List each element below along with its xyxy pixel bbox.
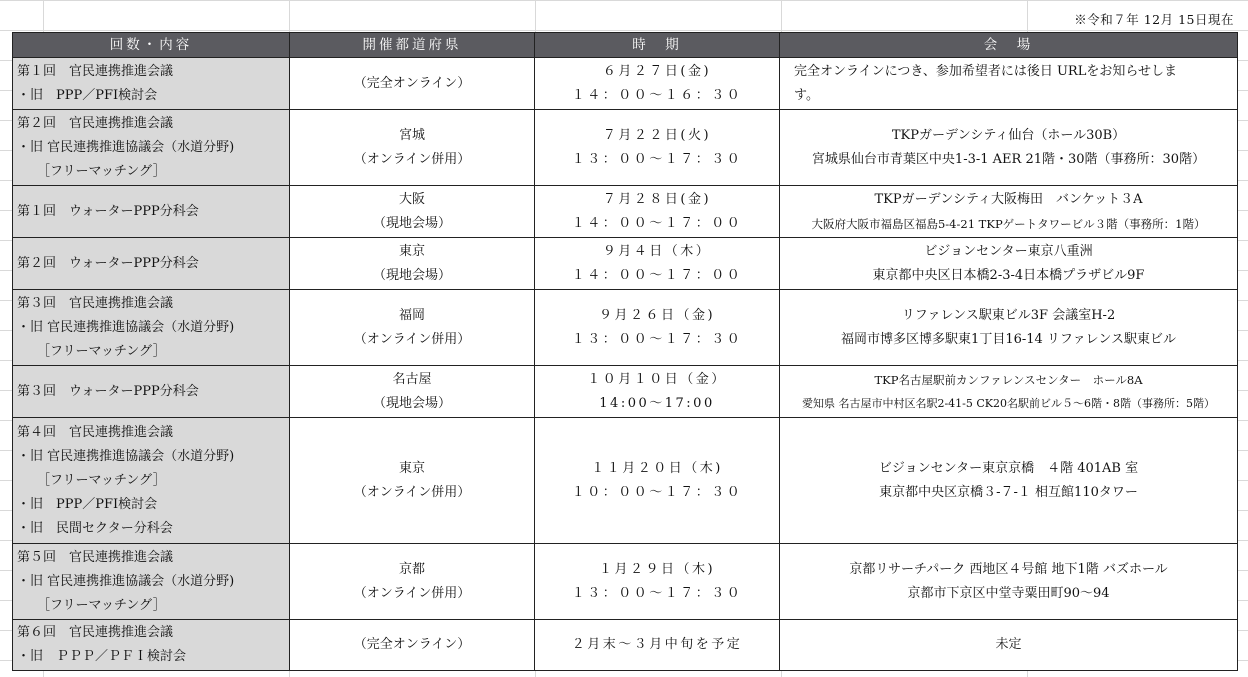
prefecture-note: （オンライン併用） bbox=[353, 484, 471, 500]
content-line: ・旧 ＰＰＰ／ＰＦＩ検討会 bbox=[17, 649, 187, 664]
cell-period bbox=[535, 544, 780, 620]
cell-content bbox=[13, 186, 290, 238]
header-content: 回数・内容 bbox=[13, 33, 290, 58]
prefecture-note: （現地会場） bbox=[372, 267, 451, 283]
prefecture-text: 宮城 bbox=[398, 127, 425, 143]
cell-venue bbox=[780, 110, 1238, 186]
cell-prefecture bbox=[290, 238, 535, 290]
period-date: ６月２７日(金) bbox=[602, 63, 712, 79]
cell-content bbox=[13, 418, 290, 544]
content-line: 第２回 官民連携推進会議 bbox=[17, 115, 174, 131]
cell-prefecture bbox=[290, 290, 535, 366]
table-row bbox=[13, 58, 1238, 110]
prefecture-note: （オンライン併用） bbox=[353, 585, 471, 601]
period-date: １０月１０日（金） bbox=[587, 371, 727, 387]
period-date: ９月２６日（金) bbox=[598, 307, 716, 323]
content-line: ・旧 官民連携推進協議会（水道分野) bbox=[17, 319, 235, 335]
prefecture-note: （オンライン併用） bbox=[353, 331, 471, 347]
cell-content bbox=[13, 544, 290, 620]
header-prefecture: 開催都道府県 bbox=[290, 33, 535, 58]
table-row bbox=[13, 290, 1238, 366]
prefecture-text: （完全オンライン） bbox=[353, 75, 471, 91]
cell-venue bbox=[780, 290, 1238, 366]
prefecture-text: 福岡 bbox=[398, 307, 425, 323]
content-line: ・旧 民間セクター分科会 bbox=[17, 520, 173, 536]
venue-line: ビジョンセンター東京八重洲 bbox=[924, 243, 1093, 259]
cell-venue bbox=[780, 238, 1238, 290]
table-row bbox=[13, 620, 1238, 671]
cell-content bbox=[13, 58, 290, 110]
venue-line: す。 bbox=[794, 87, 819, 103]
cell-content bbox=[13, 366, 290, 418]
venue-line: TKPガーデンシティ仙台（ホール30B） bbox=[891, 127, 1126, 143]
content-line: ［フリーマッチング］ bbox=[37, 163, 166, 179]
period-date: ９月４日（木） bbox=[602, 243, 712, 259]
as-of-date: ※令和７年 12月 15日現在 bbox=[1074, 12, 1234, 27]
period-date: ７月２２日(火) bbox=[602, 127, 712, 143]
cell-period bbox=[535, 110, 780, 186]
content-line: 第２回 ウォーターPPP分科会 bbox=[17, 255, 199, 271]
cell-period bbox=[535, 238, 780, 290]
table-row bbox=[13, 544, 1238, 620]
content-line: ［フリーマッチング］ bbox=[37, 597, 166, 613]
prefecture-note: （オンライン併用） bbox=[353, 151, 471, 167]
period-time: １０：００～１７：３０ bbox=[571, 484, 743, 500]
cell-venue bbox=[780, 620, 1238, 671]
prefecture-text: 東京 bbox=[398, 243, 425, 259]
venue-line: 東京都中央区日本橋2-3-4日本橋プラザビル9F bbox=[872, 267, 1145, 283]
period-time: 14:00～17:00 bbox=[599, 395, 715, 411]
header-period: 時 期 bbox=[535, 33, 780, 58]
venue-line: リファレンス駅東ビル3F 会議室H-2 bbox=[901, 307, 1116, 323]
period-date: ７月２８日(金) bbox=[602, 191, 712, 207]
cell-venue bbox=[780, 58, 1238, 110]
cell-prefecture bbox=[290, 544, 535, 620]
venue-line: 東京都中央区京橋３-７-１ 相互館110タワー bbox=[879, 484, 1138, 500]
cell-venue bbox=[780, 544, 1238, 620]
content-line: 第６回 官民連携推進会議 bbox=[17, 625, 174, 640]
venue-line: 福岡市博多区博多駅東1丁目16-14 リファレンス駅東ビル bbox=[841, 331, 1176, 347]
prefecture-text: 大阪 bbox=[398, 191, 425, 207]
venue-line: 未定 bbox=[995, 637, 1022, 652]
cell-period bbox=[535, 418, 780, 544]
content-line: 第５回 官民連携推進会議 bbox=[17, 549, 174, 565]
period-time: １４：００～１６：３０ bbox=[571, 87, 743, 103]
venue-line: TKPガーデンシティ大阪梅田 バンケット３A bbox=[874, 191, 1143, 207]
cell-content bbox=[13, 620, 290, 671]
venue-line: 宮城県仙台市青葉区中央1-3-1 AER 21階・30階（事務所：30階） bbox=[811, 151, 1206, 167]
cell-period bbox=[535, 620, 780, 671]
cell-prefecture bbox=[290, 366, 535, 418]
period-date: １月２９日（木) bbox=[598, 561, 716, 577]
header-venue: 会 場 bbox=[780, 33, 1238, 58]
prefecture-text: 東京 bbox=[398, 460, 425, 476]
table-row bbox=[13, 238, 1238, 290]
content-line: ・旧 官民連携推進協議会（水道分野) bbox=[17, 448, 235, 464]
venue-line: 大阪府大阪市福島区福島5-4-21 TKPゲートタワービル３階（事務所：1階） bbox=[811, 216, 1206, 231]
cell-period bbox=[535, 58, 780, 110]
content-line: ・旧 PPP／PFI検討会 bbox=[17, 496, 158, 512]
content-line: ［フリーマッチング］ bbox=[37, 343, 166, 359]
prefecture-text: 名古屋 bbox=[392, 371, 432, 387]
cell-prefecture bbox=[290, 58, 535, 110]
cell-content bbox=[13, 290, 290, 366]
cell-prefecture bbox=[290, 418, 535, 544]
cell-venue bbox=[780, 418, 1238, 544]
content-line: 第４回 官民連携推進会議 bbox=[17, 424, 174, 440]
venue-line: 愛知県 名古屋市中村区名駅2-41-5 CK20名駅前ビル５～6階・8階（事務所：5階） bbox=[801, 396, 1216, 410]
cell-content bbox=[13, 238, 290, 290]
venue-line: 京都リサーチパーク 西地区４号館 地下1階 バズホール bbox=[849, 561, 1168, 577]
table-row bbox=[13, 186, 1238, 238]
cell-venue bbox=[780, 366, 1238, 418]
content-line: ［フリーマッチング］ bbox=[37, 472, 166, 488]
content-line: 第３回 官民連携推進会議 bbox=[17, 295, 174, 311]
period-time: １３：００～１７：３０ bbox=[571, 151, 743, 167]
venue-line: TKP名古屋駅前カンファレンスセンター ホール8A bbox=[874, 372, 1143, 387]
cell-period bbox=[535, 366, 780, 418]
table-row bbox=[13, 418, 1238, 544]
period-date: １１月２０日（木) bbox=[591, 460, 723, 476]
content-line: ・旧 PPP／PFI検討会 bbox=[17, 87, 158, 103]
period-time: １３：００～１７：３０ bbox=[571, 331, 743, 347]
cell-period bbox=[535, 290, 780, 366]
schedule-table bbox=[12, 32, 1238, 671]
cell-prefecture bbox=[290, 186, 535, 238]
period-time: １４：００～１７：００ bbox=[571, 267, 743, 283]
period-date: ２月末～３月中旬を予定 bbox=[571, 637, 743, 652]
header-row bbox=[13, 33, 1238, 58]
prefecture-note: （現地会場） bbox=[372, 215, 451, 231]
cell-period bbox=[535, 186, 780, 238]
prefecture-note: （現地会場） bbox=[372, 395, 451, 411]
venue-line: 京都市下京区中堂寺粟田町90～94 bbox=[907, 585, 1110, 601]
period-time: １３：００～１７：３０ bbox=[571, 585, 743, 601]
cell-prefecture bbox=[290, 620, 535, 671]
venue-line: 完全オンラインにつき、参加希望者には後日 URLをお知らせしま bbox=[794, 63, 1177, 79]
cell-prefecture bbox=[290, 110, 535, 186]
content-line: ・旧 官民連携推進協議会（水道分野) bbox=[17, 139, 235, 155]
content-line: 第１回 ウォーターPPP分科会 bbox=[17, 203, 199, 219]
content-line: 第３回 ウォーターPPP分科会 bbox=[17, 383, 199, 399]
content-line: 第１回 官民連携推進会議 bbox=[17, 63, 174, 79]
prefecture-text: 京都 bbox=[398, 561, 425, 577]
prefecture-text: （完全オンライン） bbox=[353, 637, 471, 652]
cell-venue bbox=[780, 186, 1238, 238]
cell-content bbox=[13, 110, 290, 186]
period-time: １４：００～１７：００ bbox=[571, 215, 743, 231]
table-row bbox=[13, 366, 1238, 418]
table-row bbox=[13, 110, 1238, 186]
venue-line: ビジョンセンター東京京橋 ４階 401AB 室 bbox=[878, 460, 1139, 476]
content-line: ・旧 官民連携推進協議会（水道分野) bbox=[17, 573, 235, 589]
